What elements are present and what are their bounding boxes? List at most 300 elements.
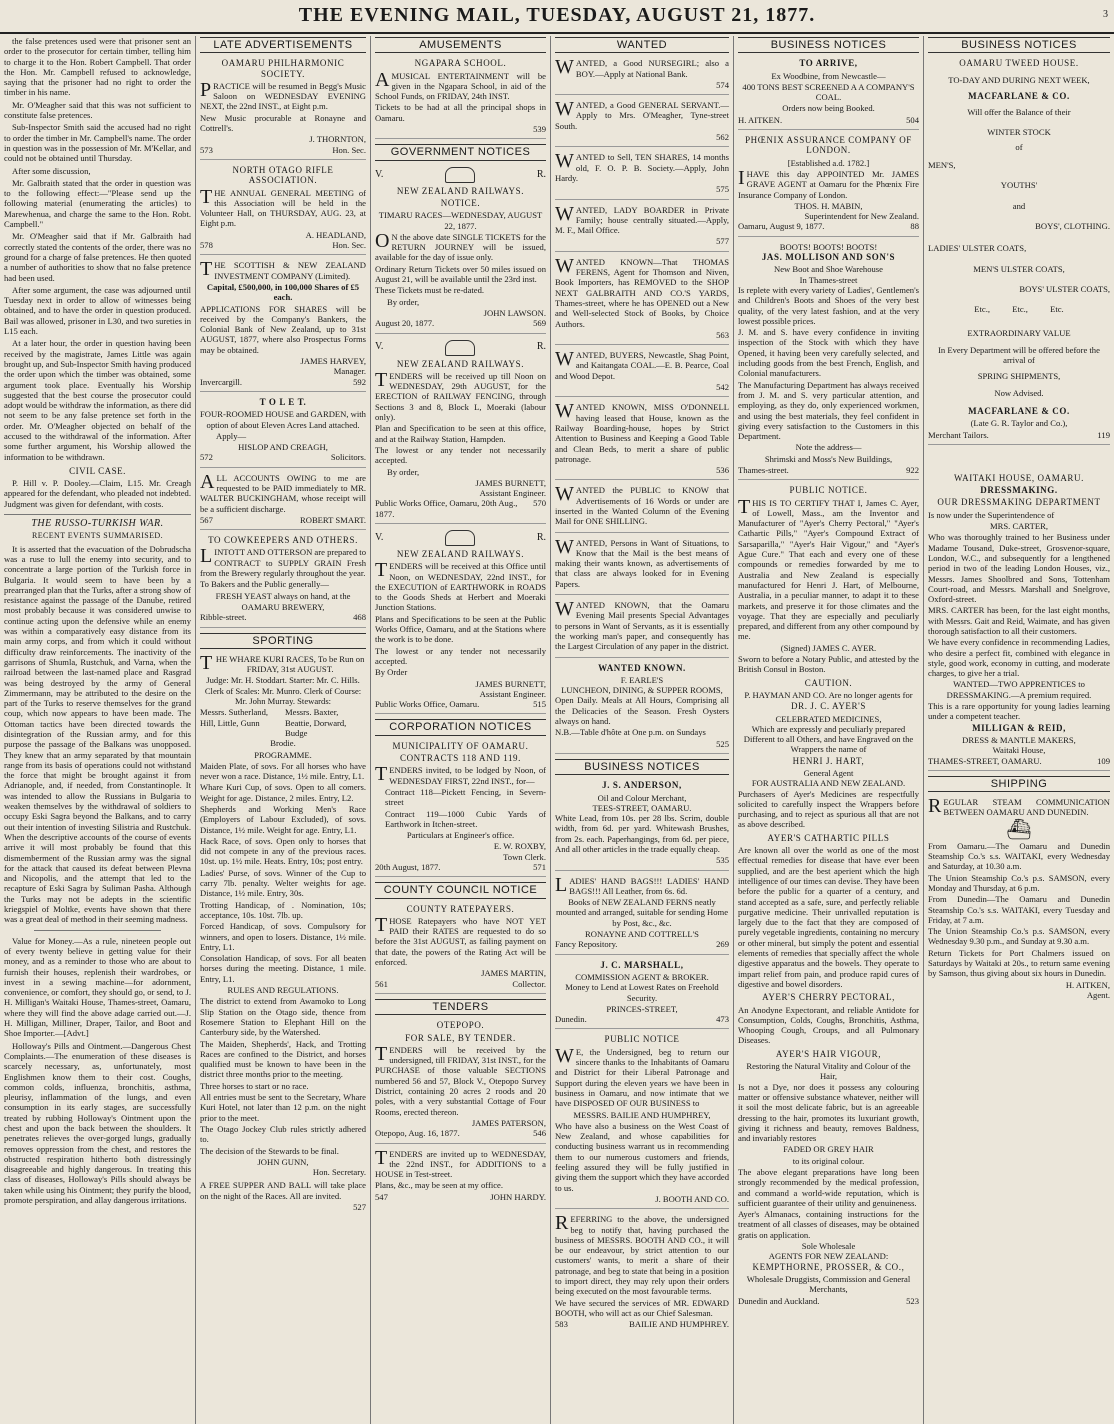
ad-subheading: COMMISSION AGENT & BROKER. — [575, 971, 709, 982]
paragraph: Holloway's Pills and Ointment.—Dangerous Chest Complaints.—The enumeration of these diseases is scarcely necessary, as, unfortunately, most Englishmen know them to their cost. Coughs, common colds, influenza, bronchitis, asthma, pleurisy, inflammation of the lungs, and even consumption in its early stages, are successfully treated by rubbing Holloway's Ointment upon the chest and upon the back between the shoulders. It penetrates relieves the over-gorged lungs, gradually removes oppression from the chest, and restores the obstructed respiration hitherto both distressingly disagreeable and highly dangerous. In treating this class of diseases, Holloway's Pills should always be taken while using his Ointment; they purify the blood, promote perspiration, and allay dangerous irritations. — [4, 1040, 191, 1206]
ad-heading: MILLIGAN & REID, — [972, 722, 1066, 733]
ad-text: THE SCOTTISH & NEW ZEALAND INVESTMENT COMPANY (Limited). — [200, 258, 366, 281]
ad-text: Messrs. Baxter, Beattie, Dorward, Budge — [285, 707, 347, 738]
ad-number: 562 — [716, 132, 729, 143]
advertisement — [200, 58, 366, 160]
advertisement — [555, 780, 729, 870]
advertisement — [375, 166, 546, 334]
ad-text: LADIES' HAND BAGS!!! LADIES' HAND BAGS!!! All Leather, from 6s. 6d. — [555, 873, 729, 896]
advertisement — [375, 339, 546, 524]
ad-number: 547 — [375, 1191, 388, 1202]
ad-signature: H. AITKEN. — [738, 114, 783, 125]
coat-of-arms-icon — [445, 530, 475, 546]
ad-signature: J. THORNTON, — [309, 134, 366, 145]
civil-case-title: CIVIL CASE. — [69, 465, 126, 476]
ad-text: By order, — [387, 466, 420, 477]
ad-text: N.B.—Table d'hôte at One p.m. on Sundays — [555, 727, 706, 738]
ad-text: WANTED KNOWN, MISS O'DONNELL having leased that House, known as the Railway Boarding-house, hopes by Strict Attention to Business and Keeping a Good Table and Clean Beds, to merit a share of public patronage. — [555, 400, 729, 464]
newspaper-title: THE EVENING MAIL, TUESDAY, AUGUST 21, 1877. — [298, 4, 816, 26]
ad-heading: J. C. MARSHALL, — [600, 959, 684, 970]
ad-subheading: AGENTS FOR NEW ZEALAND: — [768, 1251, 889, 1262]
ad-list-item: YOUTHS' — [1000, 180, 1038, 191]
race-entry: Hack Race, of sovs. Open only to horses that did not compete in any of the previous races. 10st. up. 1½ mile. Heats. Entry, 10s; post entry. — [200, 835, 366, 867]
ad-signature: Ribble-street. — [200, 612, 247, 623]
ad-subheading: BOOTS! BOOTS! BOOTS! — [779, 241, 878, 252]
ad-signature: Hon. Secretary. — [312, 1167, 366, 1178]
ad-place: Invercargill. — [200, 376, 243, 387]
ad-text: Tickets to be had at all the principal shops in Oamaru. — [375, 102, 546, 123]
advertisement — [200, 535, 366, 627]
ad-number: 539 — [533, 124, 546, 135]
ad-subheading: LUNCHEON, DINING, & SUPPER ROOMS, — [561, 685, 723, 696]
ad-text: Plans, &c., may be seen at my office. — [375, 1180, 503, 1191]
column-3 — [371, 36, 551, 1424]
paragraph: Sub-Inspector Smith said the accused had no right to order the timber in Mr. Campbell's name. The order in question was in the possession of Mr. M'Kellar, and could not be obtained until Thursday. — [4, 122, 191, 164]
ad-number: 575 — [716, 184, 729, 195]
ad-text: Contract 119—1000 Cubic Yards of Earthwork in Itchen-street. — [385, 808, 546, 829]
ad-heading: REGULAR STEAM COMMUNICATION BETWEEN OAMARU AND DUNEDIN. — [928, 795, 1110, 818]
advertisement — [928, 58, 1110, 445]
advertisement — [375, 1020, 546, 1143]
paragraph: P. Hill v. P. Dooley.—Claim, L15. Mr. Creagh appeared for the defendant, who pleaded not indebted. Judgment was given for defendant, with costs. — [4, 478, 191, 509]
ad-signature: ROBERT SMART. — [300, 514, 366, 525]
advertisement — [555, 663, 729, 754]
ad-text: WANTED KNOWN, that the Oamaru Evening Mail presents Special Advantages to persons in Want of Servants, as it is essentially the working man's paper, and consequently has the Largest Circulation of any paper in the district. — [555, 598, 729, 652]
ad-place: Dunedin and Auckland. — [738, 1295, 820, 1306]
ad-heading: HENRI J. HART, — [792, 755, 865, 766]
race-entry: Consolation Handicap, of sovs. For all beaten horses during the meeting. Distance, 1 mile. Entry, L1. — [200, 953, 366, 984]
ad-text: MESSRS. BAILIE AND HUMPHREY, — [573, 1109, 711, 1120]
ad-text: to its original colour. — [792, 1155, 865, 1166]
ad-place: Public Works Office, Oamaru, 20th Aug., 1877. — [375, 498, 518, 519]
ad-number: 583 — [555, 1319, 568, 1330]
ad-heading: AYER'S CATHARTIC PILLS — [767, 832, 890, 843]
ad-place: Public Works Office, Oamaru. — [375, 699, 480, 710]
masthead — [0, 0, 1114, 34]
ad-heading: OAMARU TWEED HOUSE. — [959, 58, 1079, 69]
ad-list-item: MEN'S ULSTER COATS, — [973, 263, 1065, 274]
coat-of-arms-icon — [445, 167, 475, 183]
column-1 — [0, 36, 196, 1424]
ad-text: New Music procurable at Ronayne and Cottrell's. — [200, 112, 366, 134]
ad-number: 109 — [1097, 755, 1110, 766]
ad-text: Is replete with every variety of Ladies', Gentlemen's and Children's Boots and Shoes of the very best quality, of the very latest fashion, and at the very lowest possible prices. — [738, 284, 919, 326]
ad-signature: Manager. — [333, 366, 366, 377]
ad-text: SPRING SHIPMENTS, — [977, 371, 1061, 382]
advertisement — [200, 165, 366, 255]
ad-heading: NGAPARA SCHOOL. — [414, 58, 507, 69]
advertisement — [200, 397, 366, 468]
ad-date: August 20, 1877. — [375, 318, 435, 329]
ad-text: MRS. CARTER, — [990, 521, 1048, 532]
ad-subheading: TEES-STREET, OAMARU. — [592, 802, 692, 813]
ad-text: MRS. CARTER has been, for the last eight months, with Messrs. Gait and Reid, Waimate, and has given thorough satisfaction to all their customers. — [928, 605, 1110, 636]
ad-heading: NEW ZEALAND RAILWAYS. — [396, 185, 525, 196]
paragraph: After some discussion, — [12, 165, 91, 176]
ad-text: Contract 118—Pickett Fencing, in Severn-street — [385, 786, 546, 808]
section-heading: TENDERS — [375, 999, 546, 1015]
ad-heading: NORTH OTAGO RIFLE ASSOCIATION. — [232, 164, 334, 186]
advertisement — [928, 473, 1110, 771]
ad-text: Judge: Mr. H. Stoddart. Starter: Mr. C. Hills. Clerk of Scales: Mr. Munro. Clerk of Course: Mr. John Murray. Stewards: — [204, 675, 362, 707]
ad-text: P. HAYMAN AND CO. Are no longer agents for — [744, 689, 913, 700]
ad-text: In Every Department will be offered before the arrival of — [938, 344, 1100, 366]
ad-subheading: Sole Wholesale — [801, 1241, 856, 1252]
ad-text: WANTED, Persons in Want of Situations, to Know that the Mail is the best means of making their wants known, as advertisements of that class are always looked for in Evening Papers. — [555, 535, 729, 589]
ad-text: The above elegant preparations have long been strongly recommended by the medical profession, and command a world-wide reputation, which is sufficient guarantee of their utility and genuineness. — [738, 1166, 919, 1208]
ad-text: ON the above date SINGLE TICKETS for the RETURN JOURNEY will be issued, available for the day of issue only. — [375, 229, 546, 263]
ad-date: 20th August, 1877. — [375, 862, 441, 872]
column-6 — [924, 36, 1114, 1424]
ad-signature: H. AITKEN, — [1065, 979, 1110, 990]
ad-number: 561 — [375, 978, 388, 989]
ad-text: AMUSICAL ENTERTAINMENT will be given in the Ngapara School, in aid of the School Funds, on FRIDAY, 24th INST. — [375, 68, 546, 102]
ad-number: 573 — [200, 144, 213, 155]
ad-heading: OTEPOPO. — [436, 1020, 485, 1031]
ad-number: 468 — [353, 612, 366, 623]
ad-text: TENDERS invited, to be lodged by Noon, of WEDNESDAY FIRST, 22nd INST., for— — [375, 763, 546, 786]
advertisement — [555, 873, 729, 955]
ad-number: 542 — [716, 382, 729, 393]
ad-signature: Town Clerk. — [503, 851, 546, 862]
ad-text: These Tickets must be re-dated. — [375, 285, 485, 296]
ad-text: Is now under the Superintendence of — [928, 509, 1055, 520]
ad-number: 569 — [533, 318, 546, 329]
ad-number: 592 — [353, 376, 366, 387]
ad-number: 922 — [906, 464, 919, 475]
paragraph: Mr. Galbraith stated that the order in question was to the following effect:—"Please send up the following material (enumerating the articles) to Marewhenua, and charge the same to the Hon. Robt. Campbell." — [4, 177, 191, 230]
ad-text: Particulars at Engineer's office. — [406, 830, 515, 841]
ad-text: Plans and Specifications to be seen at the Public Works Office, Oamaru, and at the Stations where the work is to be done. — [375, 613, 546, 645]
ad-heading: WANTED KNOWN. — [598, 662, 686, 673]
advertisement — [555, 960, 729, 1030]
paragraph: Mr. O'Meagher said that this was not sufficient to constitute false pretences. — [4, 99, 191, 121]
ad-text: Money to Lend at Lowest Rates on Freehold Security. — [565, 982, 719, 1003]
section-heading: COUNTY COUNCIL NOTICE — [375, 882, 546, 898]
ad-signature: E. W. ROXBY, — [493, 841, 546, 852]
ad-signature: RONAYNE AND COTTRELL'S — [585, 929, 699, 940]
race-entry: Ladies' Purse, of sovs. Winner of the Cup to carry 7lb. penalty. Welter weights for age. Distance, 1½ mile. Entry, 30s. — [200, 867, 366, 899]
ad-signature: Hon. Sec. — [332, 144, 366, 155]
ad-text: IHAVE this day APPOINTED Mr. JAMES GRAVE AGENT at Oamaru for the Phœnix Fire Insurance Company of London. — [738, 166, 919, 200]
advertisement — [928, 797, 1110, 1004]
ad-signature: JAMES BURNETT, — [475, 678, 546, 689]
ad-heading: MUNICIPALITY OF OAMARU. — [392, 740, 529, 751]
ad-text: The Union Steamship Co.'s p.s. SAMSON, every Wednesday 9.30 p.m., and Sunday at 9.30 a.m. — [928, 926, 1110, 947]
ad-signature: JAMES MARTIN, — [481, 968, 546, 979]
ad-text: Are known all over the world as one of the most effectual remedies for disease that have ever been supplied, and are the best aperient which the high intelligence of our times can devise. They have been before the public for a quarter of a century, and stand accepted as a safe, sure, and perfectly reliable purgative medicine. Their unrivalled reputation is largely due to the fact that they are composed of purely vegetable ingredients, containing no mercury or other mineral, but simply the potent and essential elements of remedies that specially affect the whole digestive apparatus and the bowels. They operate to impart relief from pain, and produce rapid cures of digestive and bowel disorders. — [738, 845, 919, 989]
ad-text: To Bakers and the Public generally— — [200, 579, 329, 590]
ad-text: Who have also a business on the West Coast of New Zealand, and whose capabilities for conducting business warrant us in recommending them to our numerous customers and friends, feeling assured they will be fully justified in giving them the support which they have accorded to us. — [555, 1120, 729, 1193]
ad-text: WANTED, LADY BOARDER in Private Family; house centrally situated.—Apply, M. F., Mail Office. — [555, 202, 729, 236]
race-entry: Whare Kuri Cup, of sovs. Open to all comers. Weight for age. Distance, 2 miles. Entry, L2. — [200, 782, 366, 803]
ad-text: The lowest or any tender not necessarily accepted. — [375, 645, 546, 666]
ad-heading: THE WHARE KURI RACES, To be Run on FRIDAY, 31st AUGUST. — [200, 651, 365, 675]
ad-text: Note the address— — [795, 442, 862, 453]
wanted-ad — [555, 202, 729, 252]
ad-text: WE, the Undersigned, beg to return our sincere thanks to the Inhabitants of Oamaru and District for their Liberal Patronage and Support during the eleven years we have been in business in Oamaru, and now intimate that we have DISPOSED OF OUR BUSINESS to — [555, 1044, 729, 1109]
ad-number: 119 — [1097, 429, 1110, 440]
ad-number: 563 — [716, 329, 729, 340]
wanted-ad — [555, 152, 729, 199]
ad-number: 515 — [533, 699, 546, 710]
ad-text: 400 TONS BEST SCREENED A A COMPANY'S COAL. — [742, 81, 915, 103]
ad-heading: AYER'S CHERRY PECTORAL, — [762, 992, 895, 1003]
advertisement — [738, 135, 919, 237]
court-report — [4, 36, 191, 1205]
ad-text: Open Daily. Meals at All Hours, Comprising all the Delicacies of the Season. Fresh Oysters always on hand. — [555, 695, 729, 727]
ad-text: Books of NEW ZEALAND FERNS neatly mounted and arranged, suitable for sending Home by Post, &c., &c. — [555, 897, 729, 928]
rule-text: The Otago Jockey Club rules strictly adhered to. — [200, 1123, 366, 1145]
ad-text: WANTED KNOWN—That THOMAS FERENS, Agent for Thomson and Niven, Book Importers, has REMOVED to the SHOP NEXT GALBRAITH AND CO.'S YARDS, Thames-street, where he has OPENED out a New and Well-selected Stock of Books, by Choice Authors. — [555, 254, 729, 329]
ad-signature: Superintendent for New Zealand. — [804, 211, 919, 222]
ad-text: WANTED, a Good GENERAL SERVANT.—Apply to Mrs. O'Meagher, Tyne-street South. — [555, 98, 729, 131]
crest-letter: V. — [375, 341, 384, 353]
section-heading: BUSINESS NOTICES — [928, 37, 1110, 53]
ad-text: FRESH YEAST always on hand, at the — [215, 590, 351, 601]
ad-text: Ordinary Return Tickets over 50 miles issued on August 21, will be available until the 23rd inst. — [375, 263, 546, 285]
ad-signature: JAMES PATERSON, — [471, 1117, 546, 1128]
ad-signature: Hon. Sec. — [332, 240, 366, 251]
ad-signature: Waitaki House, — [992, 745, 1046, 756]
ad-subheading: General Agent — [803, 768, 854, 778]
ad-text: TENDERS are invited up to WEDNESDAY, the 22nd INST., for ADDITIONS to a HOUSE in Test-street. — [375, 1146, 546, 1180]
ad-number: 523 — [906, 1295, 919, 1306]
ad-heading: NEW ZEALAND RAILWAYS. — [396, 548, 525, 559]
ad-text: THE ANNUAL GENERAL MEETING of this Association will be held in the Volunteer Hall, on THURSDAY, AUG. 23, at Eight p.m. — [200, 185, 366, 229]
ad-heading: PUBLIC NOTICE — [604, 1034, 680, 1045]
ad-number: 546 — [533, 1128, 546, 1139]
ad-signature: DRESS & MANTLE MAKERS, — [962, 734, 1076, 745]
ad-number: 567 — [200, 514, 213, 525]
steamship-icon: ⛴ — [1006, 818, 1032, 841]
war-subtitle: RECENT EVENTS SUMMARISED. — [32, 531, 163, 541]
crest-letter: V. — [375, 531, 384, 543]
ad-text: Orders now being Booked. — [782, 103, 875, 114]
section-heading: CORPORATION NOTICES — [375, 719, 546, 735]
advertisement — [738, 242, 919, 481]
ad-text: TO-DAY AND DURING NEXT WEEK, — [948, 74, 1090, 85]
royal-crest — [375, 529, 546, 547]
ad-text: FADED OR GREY HAIR — [783, 1144, 874, 1155]
ad-text: Which are expressly and peculiarly prepared Different to all Others, and have Engraved on the Wrappers the name of — [743, 723, 914, 755]
column-5 — [734, 36, 924, 1424]
ad-number: 571 — [533, 862, 546, 872]
advertisement — [738, 485, 919, 1310]
ad-heading: PUBLIC NOTICE. — [789, 485, 868, 496]
ad-capital: Capital, £500,000, in 100,000 Shares of £5 each. — [206, 281, 360, 303]
ad-text: By order, — [387, 296, 420, 307]
race-entry: Shepherds and Working Men's Race (Employers of Labour Excluded), of sovs. Distance, 1½ mile. Weight for age. Entry, L1. — [200, 804, 366, 835]
ad-text: WINTER STOCK — [987, 127, 1051, 138]
ad-address: Dunedin. — [555, 1014, 587, 1025]
ad-text: Wholesale Druggists, Commission and General Merchants, — [746, 1273, 911, 1295]
royal-crest — [375, 166, 546, 184]
ad-heading: DR. J. C. AYER'S — [791, 701, 866, 712]
ad-signature: BAILIE AND HUMPHREY. — [629, 1319, 729, 1330]
ad-heading: PHŒNIX ASSURANCE COMPANY OF LONDON. — [745, 135, 912, 156]
advertisement — [555, 1034, 729, 1209]
section-heading: GOVERNMENT NOTICES — [375, 144, 546, 160]
ad-subheading: New Boot and Shoe Warehouse — [774, 264, 883, 275]
ad-signature: Solicitors. — [330, 452, 366, 463]
ad-text: REFERRING to the above, the undersigned beg to notify that, having purchased the business of MESSRS. BOOTH AND CO., it will be our endeavour, by strict attention to our customers' wants, to merit a share of their patronage, and beg to state that being in a position to import direct, they may rely upon their orders being executed on the most favourable terms. — [555, 1212, 729, 1297]
ad-number: 504 — [906, 114, 919, 125]
ad-subheading: OUR DRESSMAKING DEPARTMENT — [937, 497, 1101, 508]
ad-number: 473 — [716, 1014, 729, 1025]
race-entry: Maiden Plate, of sovs. For all horses who have never won a race. Distance, 1½ mile. Entry, L1. — [200, 760, 366, 782]
wanted-ad — [555, 58, 729, 95]
royal-crest — [375, 339, 546, 357]
ad-number: 570 — [533, 498, 546, 509]
ad-heading: T O L E T. — [259, 396, 307, 407]
wanted-ad — [555, 600, 729, 657]
section-heading: SPORTING — [200, 633, 366, 649]
ad-list-item: BOYS' ULSTER COATS, — [1019, 283, 1110, 294]
ad-text: THIS IS TO CERTIFY THAT I, James C. Ayer, of Lowell, Mass., am the Inventor and Manufacturer of "Ayer's Cherry Pectoral," "Ayer's Cathartic Pills," "Ayer's Compound Extract of Sarsaparilla," "Ayer's Hair Vigour," and "Ayer's Ague Cure." That each and every one of these compounds or remedies forwarded by me to Australia and New Zealand is especially manufactured for Henri J. Hart, of Melbourne, Australia, in a peculiar manner, to adapt it to these markets, and preserve it for those climates and the voyage. That they are especially and peculiarly prepared, and different from any other compound by me. — [738, 495, 919, 642]
ad-text: TENDERS will be received at this Office until Noon, on WEDNESDAY, 22nd INST., for the EXECUTION of EARTHWORK in ROADS to the Goods Sheds at Herbert and Moeraki Junction Stations. — [375, 559, 546, 613]
wanted-ad — [555, 535, 729, 595]
ad-signature: A. HEADLAND, — [305, 229, 366, 240]
wanted-ad — [555, 254, 729, 345]
ad-signature: Collector. — [512, 978, 546, 989]
ad-heading: DRESSMAKING. — [980, 485, 1058, 496]
ad-heading: CAUTION. — [804, 677, 853, 688]
advertisement — [200, 470, 366, 530]
ad-heading: J. S. ANDERSON, — [602, 780, 682, 791]
ad-text: TENDERS will be received by the undersigned, till FRIDAY, 31st INST., for the PURCHASE of those valuable SECTIONS numbered 56 and 57, Block V., Otepopo Survey District, containing 20 acres 2 roods and 20 poles, with a very substantial Cottage of Four Rooms, erected thereon. — [375, 1042, 546, 1117]
ad-text: WANTED the PUBLIC to KNOW that Advertisements of 16 Words or under are inserted in the Wanted Column of the Evening Mail for ONE SHILLING. — [555, 483, 729, 527]
ad-signature: THAMES-STREET, OAMARU. — [928, 755, 1042, 766]
ad-signature: JOHN HARDY. — [490, 1191, 546, 1202]
ad-signature: JOHN LAWSON. — [483, 307, 546, 318]
ad-text: Now Advised. — [994, 387, 1044, 398]
ad-date: Otepopo, Aug. 16, 1877. — [375, 1128, 460, 1139]
ad-number: 577 — [716, 236, 729, 247]
ad-subheading: FOR AUSTRALIA AND NEW ZEALAND. — [751, 778, 906, 789]
ad-text: Will offer the Balance of their — [967, 107, 1071, 118]
paragraph: After some argument, the case was adjourned until Tuesday next in order to allow of witnesses being obtained, and to have the order in question produced. Bail was allowed, prisoner in L30, and two sureties in L15 each. — [4, 284, 191, 337]
column-2 — [196, 36, 371, 1424]
race-entry: Trotting Handicap, of . Nomination, 10s; acceptance, 10s. 10st. 7lb. up. — [200, 899, 366, 920]
ad-heading: NOTICE. — [440, 197, 481, 208]
crest-letter: R. — [536, 531, 546, 543]
page-number: 3 — [1103, 9, 1108, 20]
advertisement — [375, 904, 546, 994]
crest-letter: V. — [375, 168, 384, 180]
ad-number: 525 — [716, 738, 729, 749]
ad-text: Brodie. — [270, 738, 296, 749]
ad-text: Who was thoroughly trained to her Business under Madame Tousand, Duke-street, Grosvenor-square, London, W.C., and subsequently for a lengthened period in two of the leading London Houses, viz., Messrs. James Shoolbred and Sons, Tottenham Court-road, and Messrs. Marshall and Snelgrove, Oxford-street. — [928, 532, 1110, 605]
ad-heading: KEMPTHORNE, PROSSER, & CO., — [752, 1261, 905, 1272]
ad-heading: OAMARU PHILHARMONIC SOCIETY. — [221, 58, 345, 79]
ad-text: Messrs. Sutherland, Hill, Little, Gunn — [200, 707, 269, 728]
ad-text: THOSE Ratepayers who have NOT YET PAID their RATES are requested to do so before the 31st AUGUST, as failing payment on that date, the powers of the Rating Act will be enforced. — [375, 913, 546, 968]
ad-signature: Assistant Engineer. — [479, 688, 546, 699]
rule-text: All entries must be sent to the Secretary, Whare Kuri Hotel, not later than 12 p.m. on the night prior to the meet. — [200, 1092, 366, 1123]
ad-text: J. M. and S. have every confidence in inviting inspection of the Stock with which they have Opened, it having been very carefully selected, and including goods from the best French, English, and Colonial manufacturers. — [738, 327, 919, 379]
ad-subheading: F. EARLE'S — [620, 674, 664, 685]
paragraph: the false pretences used were that prisoner sent an order to the prosecutor for certain timber, telling him to charge it to the Hon. Robert Campbell. That order the Hon. Mr. Campbell refused to acknowledge, saying that the prisoner had no right to order the timber in his name. — [4, 36, 191, 98]
ad-text: We have secured the services of MR. EDWARD BOOTH, who will act as our Chief Salesman. — [555, 1297, 729, 1318]
ad-subheading: CELEBRATED MEDICINES, — [775, 713, 882, 724]
advertisement — [375, 741, 546, 878]
paragraph: Mr. O'Meagher said that if Mr. Galbraith had correctly stated the contents of the order, there was no ground for a charge of false pretences. He then quoted a number of authorities to show that no false pretence had been used. — [4, 231, 191, 283]
ad-signature: HISLOP AND CREAGH, — [238, 442, 328, 453]
ad-heading: MACFARLANE & CO. — [968, 405, 1070, 416]
ad-text: Ex Woodbine, from Newcastle— — [771, 70, 886, 81]
ad-text: Ayer's Almanacs, containing instructions for the treatment of all classes of diseases, may be obtained gratis on application. — [738, 1209, 919, 1240]
wanted-ad — [555, 485, 729, 532]
column-4 — [551, 36, 734, 1424]
ad-list-item: MEN'S, — [928, 160, 956, 171]
ad-heading: MACFARLANE & CO. — [968, 90, 1070, 101]
ad-text: Return Tickets for Port Chalmers issued on Saturdays by Waitaki at 20s., to return same evening by Samson, thus giving about six hours in Dunedin. — [928, 947, 1110, 979]
wanted-ad — [555, 350, 729, 397]
ad-subheading: RULES AND REGULATIONS. — [227, 985, 339, 996]
ad-number: 578 — [200, 240, 213, 251]
ad-text: From Oamaru.—The Oamaru and Dunedin Steamship Co.'s s.s. WAITAKI, every Wednesday and Saturday, at 10.30 a.m. — [928, 840, 1110, 872]
paragraph: At a later hour, the order in question having been received by the magistrate, James Little was again brought up, and Sub-Inspector Smith having produced the order upon which the timber was obtained, some argument took place. Eventually his Worship suggested that the best course the prosecutor could adopt would be withdraw the information, as there did not seem to be any false pretence set forth in the order. Mr. O'Meagher objected on behalf of the accused to the withdrawal of the information. After some further argument, his Worship allowed the information to be withdrawn. — [4, 338, 191, 462]
paragraph: It is asserted that the evacuation of the Dobrudscha was a ruse to lull the enemy into security, and to concentrate a large portion of the Turkish force in Bulgaria. It would seem to have been by a prearranged plan that the Turks, after a strong show of resistance against the passage of the Danube, retired most probably because it was considered unwise to continue acting upon the defensive while an enemy was within a comparatively easy distance from its main army corps, and from which it could without difficulty draw reinforcements. The inactivity of the garrisons of Shumla, Rustchuk, and Varna, when the railroad between the last-named place and Rasgrad was being destroyed by the army of General Zimmermann, may be attributed to the desire on the part of the Turks to reserve themselves for the grand coup, which now appears to have been made. The Ottoman tactics have been directed towards the disintegration of the Russian army, and for this purpose the passage of the Balkans was unopposed. They knew that an army separated by that mountain range from its basis of operations could not withstand the force that might be brought against it from Adrianople, and, if needed, from Constantinople. It was intended to allow the Russians in Bulgaria to weaken themselves by the withdrawal of soldiers to occupy Eski Sagra beyond the Balkans, and to carry out their intention of investing Silistria and Rustchuk. When the descriptive accounts of the course of events arrive it will most probably be found that this dismemberment of the Russian army was the signal for the attack that caused its defeat between Plevna and Nicopolis, and the attempt that led to the recapture of Eski Sagra by Suliman Pasha. Although the Turks may not be adepts in the scientific kriegspiel of Moltke, events have shown that there was a great deal of method in their seeming madness. — [4, 543, 191, 925]
advertisement — [375, 529, 546, 714]
ad-number: 572 — [200, 452, 213, 463]
ad-heading: NEW ZEALAND RAILWAYS. — [396, 358, 525, 369]
crest-letter: R. — [536, 168, 546, 180]
ad-text: PRACTICE will be resumed in Begg's Music Saloon on WEDNESDAY EVENING NEXT, the 22nd INST., at Eight p.m. — [200, 78, 366, 112]
ad-text: We have every confidence in recommending Ladies, who desire a perfect fit, combined with elegance in style, good work, economy in cutting, and moderate charges, to give her a trial. — [928, 637, 1110, 679]
ad-heading: TO COWKEEPERS AND OTHERS. — [208, 535, 358, 546]
ad-text: The lowest or any tender not necessarily accepted. — [375, 444, 546, 466]
ad-text: of — [1015, 141, 1023, 152]
ad-number: 574 — [716, 79, 729, 90]
section-heading: AMUSEMENTS — [375, 37, 546, 53]
ad-number: 535 — [716, 855, 729, 866]
ad-number: 269 — [716, 939, 729, 950]
ad-list-item: BOYS', CLOTHING. — [1035, 220, 1110, 231]
advertisement — [200, 651, 366, 1216]
ad-text: WANTED—TWO APPRENTICES to DRESSMAKING.—A premium required. — [946, 679, 1092, 700]
section-heading: LATE ADVERTISEMENTS — [200, 37, 366, 53]
ad-text: Apply— — [216, 430, 247, 441]
section-heading: BUSINESS NOTICES — [555, 759, 729, 775]
ad-heading: TO ARRIVE, — [799, 58, 858, 69]
ad-signature: Fancy Repository. — [555, 939, 618, 950]
ad-number: 88 — [910, 221, 919, 232]
ad-signature: (Signed) JAMES C. AYER. — [780, 642, 877, 653]
ad-subheading: PROGRAMME. — [254, 749, 312, 760]
ad-text: Purchasers of Ayer's Medicines are respectfully solicited to carefully inspect the Wrappers before purchasing, and to reject as spurious all that are not as above described. — [738, 788, 919, 830]
advertisement — [375, 1146, 546, 1206]
ad-signature: J. BOOTH AND CO. — [655, 1193, 729, 1204]
wanted-ad — [555, 100, 729, 147]
ad-text: Etc., Etc., Etc. — [974, 304, 1064, 315]
ad-signature: Assistant Engineer. — [479, 488, 546, 499]
ad-text: WANTED to Sell, TEN SHARES, 14 months old, F. O. P. B. Society.—Apply, John Hardy. — [555, 150, 729, 183]
ad-text: ALL ACCOUNTS OWING to me are requested to be PAID immediately to MR. WALTER BUCKINGHAM, whose receipt will be a sufficient discharge. — [200, 470, 366, 514]
war-title: THE RUSSO-TURKISH WAR. — [31, 518, 164, 530]
ad-text: An Anodyne Expectorant, and reliable Antidote for Consumption, Colds, Coughs, Bronchitis, Asthma, Whooping Cough, Croups, and all Pulmonary Diseases. — [738, 1004, 919, 1046]
ad-text: WANTED, a Good NURSEGIRL; also a BOY.—Apply at National Bank. — [555, 56, 729, 79]
ad-heading: AYER'S HAIR VIGOUR, — [775, 1048, 882, 1059]
section-heading: SHIPPING — [928, 776, 1110, 792]
ad-heading: WAITAKI HOUSE, OAMARU. — [954, 472, 1084, 483]
advertisement — [738, 58, 919, 130]
ad-text: By Order — [375, 667, 408, 678]
ad-text: TENDERS will be received up till Noon on WEDNESDAY, 29th AUGUST, for the ERECTION of RAILWAY FENCING, through Sections 3 and 8, Block L, Moeraki (labour only). — [375, 368, 546, 423]
page-columns — [0, 36, 1114, 1424]
crest-letter: R. — [536, 341, 546, 353]
